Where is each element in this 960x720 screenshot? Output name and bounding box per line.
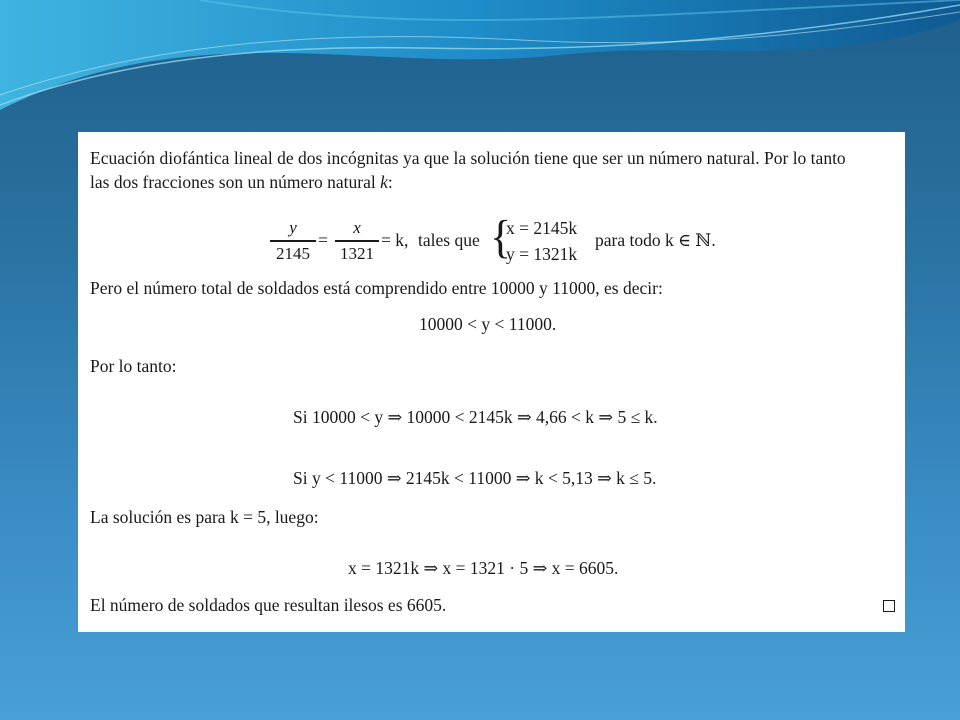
intro-line-2-colon: : [387, 172, 393, 192]
intro-line-1: Ecuación diofántica lineal de dos incógnitas ya que la solución tiene que ser un número natural. Por lo tanto [90, 148, 846, 168]
system-line-1: x = 2145k [506, 218, 578, 238]
equals-sign: = [318, 230, 328, 250]
tales-que: tales que [418, 230, 480, 250]
left-brace: { [490, 211, 512, 264]
fraction-y-over-2145 [270, 218, 316, 264]
solution-line: La solución es para k = 5, luego: [90, 507, 319, 527]
fraction1-denominator: 2145 [276, 243, 310, 263]
fraction2-denominator: 1321 [340, 243, 374, 263]
intro-line-2-var: k [380, 172, 388, 192]
inequality: 10000 < y < 11000. [419, 314, 557, 334]
decorative-waves [0, 0, 960, 130]
case-1: Si 10000 < y ⇒ 10000 < 2145k ⇒ 4,66 < k ⇒ 5 ≤ k. [293, 407, 658, 427]
qed-square-icon [883, 600, 895, 612]
fraction1-numerator: y [289, 218, 297, 237]
final-equation: x = 1321k ⇒ x = 1321 · 5 ⇒ x = 6605. [348, 558, 619, 578]
system-line-2: y = 1321k [506, 244, 578, 264]
para-todo: para todo k ∈ ℕ. [595, 230, 716, 250]
fraction2-numerator: x [353, 218, 361, 237]
case-2: Si y < 11000 ⇒ 2145k < 11000 ⇒ k < 5,13 ⇒ k ≤ 5. [293, 468, 657, 488]
por-lo-tanto: Por lo tanto: [90, 356, 177, 376]
intro-line-2 [90, 171, 393, 193]
intro-line-2-text: las dos fracciones son un número natural [90, 172, 381, 192]
conclusion: El número de soldados que resultan ilesos es 6605. [90, 595, 447, 615]
equals-k: = k, [381, 230, 409, 250]
fraction-x-over-1321 [335, 218, 379, 264]
paragraph-range: Pero el número total de soldados está comprendido entre 10000 y 11000, es decir: [90, 278, 663, 298]
solution-card [78, 132, 905, 632]
